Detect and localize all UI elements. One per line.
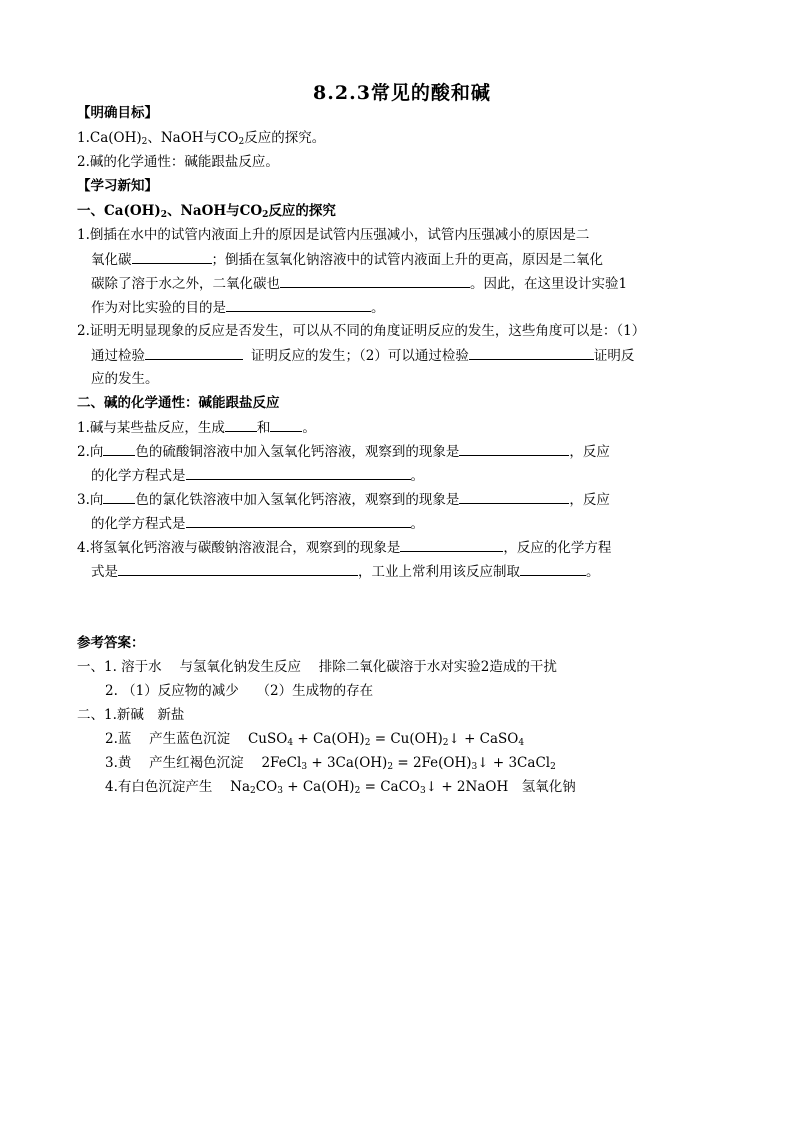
answer-blank[interactable] [280, 273, 470, 288]
answer-blank[interactable] [145, 345, 243, 360]
answer-blank[interactable] [186, 465, 411, 480]
goal-2: 2.碱的化学通性：碱能跟盐反应。 [77, 154, 279, 170]
answer-blank[interactable] [520, 561, 586, 576]
q1-line2: 氧化碳 ；倒插在氢氧化钠溶液中的试管内液面上升的更高，原因是二氧化 [91, 249, 603, 270]
q1-line3: 碳除了溶于水之外，二氧化碳也 。因此，在这里设计实验1 [91, 273, 627, 294]
p2-item2: 2.向 色的硫酸铜溶液中加入氢氧化钙溶液，观察到的现象是 ，反应 [77, 441, 610, 462]
answer-blank[interactable] [270, 417, 302, 432]
answer-blank[interactable] [459, 489, 569, 504]
p2-item1: 1.碱与某些盐反应，生成 和 。 [77, 417, 316, 438]
p2-item4-cont: 式是 ，工业上常利用该反应制取 。 [91, 561, 600, 582]
answer-blank[interactable] [400, 537, 503, 552]
answer-6: 4.有白色沉淀产生 $Na_2CO_3 + Ca(OH)_2$ = CaCO$_3$↓ + 2NaOH 氢氧化钠 [105, 779, 576, 796]
answer-blank[interactable] [103, 489, 135, 504]
p2-item3-cont: 的化学方程式是 。 [91, 513, 424, 534]
answer-1: 一、1. 溶于水 与氢氧化钠发生反应 排除二氧化碳溶于水对实验2造成的干扰 [77, 659, 557, 675]
goal-1: $1.Ca(OH)_2$、NaOH与$CO_2$反应的探究。 [77, 130, 326, 147]
answer-blank[interactable] [103, 441, 135, 456]
answers-header: 参考答案： [77, 635, 145, 651]
answer-blank[interactable] [225, 417, 257, 432]
answer-2: 2. （1）反应物的减少 （2）生成物的存在 [105, 683, 374, 699]
goals-header: 【明确目标】 [77, 105, 158, 121]
part1-header: 一、$Ca(OH)_2$、NaOH与$CO_2$反应的探究 [77, 203, 336, 220]
p2-item4: 4.将氢氧化钙溶液与碳酸钠溶液混合，观察到的现象是 ，反应的化学方程 [77, 537, 611, 558]
q1-line1: 1.倒插在水中的试管内液面上升的原因是试管内压强减小，试管内压强减小的原因是二 [77, 227, 590, 243]
part2-header: 二、碱的化学通性：碱能跟盐反应 [77, 395, 280, 411]
answer-blank[interactable] [459, 441, 569, 456]
p2-item3: 3.向 色的氯化铁溶液中加入氢氧化钙溶液，观察到的现象是 ，反应 [77, 489, 610, 510]
p2-item2-cont: 的化学方程式是 。 [91, 465, 424, 486]
answer-3: 二、1.新碱 新盐 [77, 707, 185, 723]
q2-line3: 应的发生。 [91, 371, 159, 387]
page-title: 8.2.3常见的酸和碱 [313, 82, 491, 104]
answer-5: 3.黄 产生红褐色沉淀 2FeCl$_3$ + $3Ca(OH)_2$ = $2Fe(OH)_3↓$ + 3CaCl$_2$ [105, 755, 556, 772]
answer-blank[interactable] [226, 297, 371, 312]
learn-header: 【学习新知】 [77, 178, 158, 194]
answer-blank[interactable] [469, 345, 594, 360]
answer-blank[interactable] [118, 561, 358, 576]
q1-line4: 作为对比实验的目的是 。 [91, 297, 385, 318]
q2-line2: 通过检验 证明反应的发生；（2）可以通过检验 证明反 [91, 345, 634, 366]
answer-blank[interactable] [132, 249, 212, 264]
q2-line1: 2.证明无明显现象的反应是否发生，可以从不同的角度证明反应的发生，这些角度可以是：（1） [77, 323, 646, 339]
answer-blank[interactable] [186, 513, 411, 528]
answer-4: 2.蓝 产生蓝色沉淀 CuSO$_4$ + $Ca(OH)_2$ = $Cu(OH)_2↓$ + CaSO$_4$ [105, 731, 525, 748]
